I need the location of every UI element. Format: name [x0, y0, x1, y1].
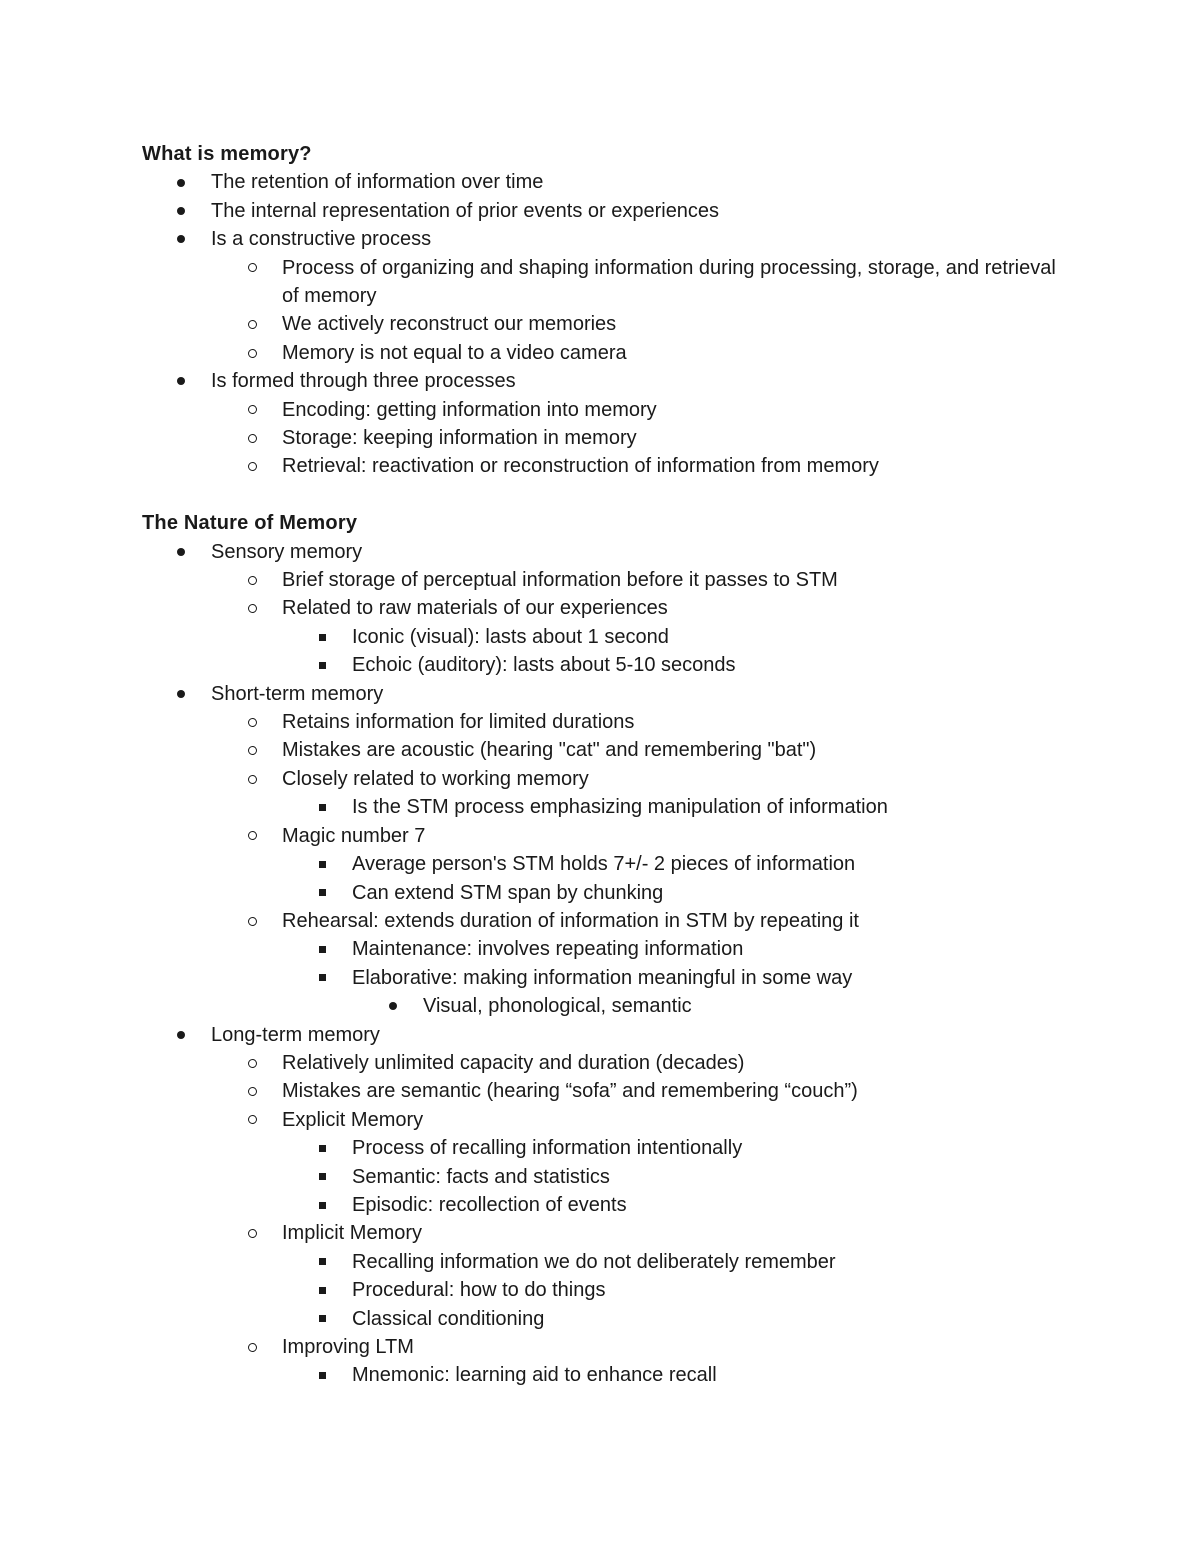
list-item-text: Episodic: recollection of events: [352, 1193, 627, 1216]
list-item-text: Brief storage of perceptual information before it passes to STM: [282, 569, 838, 592]
list-item-text: Can extend STM span by chunking: [352, 881, 664, 904]
circle-bullet-icon: [245, 424, 259, 452]
square-bullet-icon: [315, 1163, 329, 1191]
list-item: [142, 907, 1062, 935]
list-item: [142, 964, 1062, 992]
list-item-text: Maintenance: involves repeating information: [352, 938, 744, 961]
list-item: [142, 310, 1062, 338]
list-item: [142, 1333, 1062, 1361]
list-item-text: Magic number 7: [282, 824, 426, 847]
list-item-text: Closely related to working memory: [282, 767, 589, 790]
square-bullet-icon: [315, 651, 329, 679]
square-bullet-icon: [315, 850, 329, 878]
list-item-text: Is formed through three processes: [211, 370, 516, 393]
list-item: [142, 225, 1062, 253]
list-item-text: Long-term memory: [211, 1023, 380, 1046]
list-item: [142, 793, 1062, 821]
circle-bullet-icon: [245, 594, 259, 622]
circle-bullet-icon: [245, 736, 259, 764]
list-item-text: Relatively unlimited capacity and duration (decades): [282, 1051, 745, 1074]
list-item: [142, 822, 1062, 850]
circle-bullet-icon: [245, 1106, 259, 1134]
circle-bullet-icon: [245, 822, 259, 850]
list-item-text: Semantic: facts and statistics: [352, 1165, 610, 1188]
list-item: [142, 396, 1062, 424]
square-bullet-icon: [315, 623, 329, 651]
list-item-text: Average person's STM holds 7+/- 2 pieces of information: [352, 853, 856, 876]
list-item: [142, 680, 1062, 708]
list-item: [142, 1077, 1062, 1105]
section-spacer: [142, 481, 1062, 509]
list-item-text: Sensory memory: [211, 540, 363, 563]
disc-bullet-icon: [174, 538, 188, 566]
list-item: [142, 708, 1062, 736]
square-bullet-icon: [315, 1191, 329, 1219]
list-item: [142, 1276, 1062, 1304]
square-bullet-icon: [315, 1305, 329, 1333]
circle-bullet-icon: [245, 566, 259, 594]
disc-bullet-icon: [174, 680, 188, 708]
list-item-text: Rehearsal: extends duration of information in STM by repeating it: [282, 909, 859, 932]
list-item: [142, 168, 1062, 196]
list-item: [142, 424, 1062, 452]
circle-bullet-icon: [245, 1077, 259, 1105]
square-bullet-icon: [315, 1248, 329, 1276]
list-item: [142, 623, 1062, 651]
list-item: [142, 850, 1062, 878]
list-item-text: Short-term memory: [211, 682, 384, 705]
list-item: [142, 1134, 1062, 1162]
disc-bullet-icon: [174, 1021, 188, 1049]
list-item-text: Improving LTM: [282, 1336, 414, 1359]
list-item: [142, 452, 1062, 480]
circle-bullet-icon: [245, 765, 259, 793]
section-heading: The Nature of Memory: [142, 512, 358, 535]
circle-bullet-icon: [245, 907, 259, 935]
disc-bullet-icon: [174, 197, 188, 225]
list-item: [142, 935, 1062, 963]
disc-bullet-icon: [174, 367, 188, 395]
list-item: [142, 197, 1062, 225]
list-item: [142, 339, 1062, 367]
list-item: [142, 992, 1062, 1020]
list-item: [142, 1163, 1062, 1191]
list-item-text: The retention of information over time: [211, 171, 544, 194]
list-item-text: Explicit Memory: [282, 1108, 424, 1131]
list-item: [142, 1361, 1062, 1389]
list-item-text: Is a constructive process: [211, 228, 432, 251]
circle-bullet-icon: [245, 1049, 259, 1077]
list-item-text: Mistakes are acoustic (hearing "cat" and remembering "bat"): [282, 739, 817, 762]
list-item-text: Process of recalling information intentionally: [352, 1137, 743, 1160]
list-item-text: Mistakes are semantic (hearing “sofa” and remembering “couch”): [282, 1080, 858, 1103]
list-item: [142, 1049, 1062, 1077]
square-bullet-icon: [315, 1361, 329, 1389]
disc-bullet-icon: [174, 225, 188, 253]
list-item-text: Is the STM process emphasizing manipulation of information: [352, 796, 888, 819]
square-bullet-icon: [315, 935, 329, 963]
circle-bullet-icon: [245, 310, 259, 338]
list-item-text: Storage: keeping information in memory: [282, 427, 637, 450]
list-item-text: Visual, phonological, semantic: [423, 995, 692, 1018]
list-item-text: Procedural: how to do things: [352, 1279, 606, 1302]
list-item: [142, 1219, 1062, 1247]
circle-bullet-icon: [245, 1333, 259, 1361]
list-item: [142, 651, 1062, 679]
list-item: [142, 736, 1062, 764]
list-item: [142, 594, 1062, 622]
list-item-text: Iconic (visual): lasts about 1 second: [352, 625, 669, 648]
list-item-text: Retrieval: reactivation or reconstruction of information from memory: [282, 455, 879, 478]
list-item: [142, 1305, 1062, 1333]
document-body: [142, 140, 1062, 1390]
list-item: [142, 1191, 1062, 1219]
list-item-text: Echoic (auditory): lasts about 5-10 seconds: [352, 654, 736, 677]
list-item-text: Memory is not equal to a video camera: [282, 341, 627, 364]
square-bullet-icon: [315, 793, 329, 821]
list-item-text: Process of organizing and shaping information during processing, storage, and retrieval of memory: [282, 256, 1056, 308]
list-item-text: Implicit Memory: [282, 1222, 423, 1245]
list-item: [142, 765, 1062, 793]
list-item: [142, 879, 1062, 907]
list-item-text: Recalling information we do not deliberately remember: [352, 1250, 836, 1273]
circle-bullet-icon: [245, 339, 259, 367]
square-bullet-icon: [315, 964, 329, 992]
list-item-text: Encoding: getting information into memory: [282, 398, 657, 421]
square-bullet-icon: [315, 1276, 329, 1304]
list-item: [142, 566, 1062, 594]
list-item: [142, 254, 1062, 311]
circle-bullet-icon: [245, 254, 259, 282]
list-item: [142, 367, 1062, 395]
list-item: [142, 1106, 1062, 1134]
list-item-text: Mnemonic: learning aid to enhance recall: [352, 1364, 717, 1387]
list-item-text: The internal representation of prior events or experiences: [211, 199, 720, 222]
list-item-text: Classical conditioning: [352, 1307, 545, 1330]
list-item: [142, 1021, 1062, 1049]
list-item-text: Related to raw materials of our experiences: [282, 597, 668, 620]
disc-bullet-icon: [386, 992, 400, 1020]
section-heading: What is memory?: [142, 143, 312, 165]
circle-bullet-icon: [245, 396, 259, 424]
circle-bullet-icon: [245, 452, 259, 480]
circle-bullet-icon: [245, 708, 259, 736]
list-item: [142, 1248, 1062, 1276]
square-bullet-icon: [315, 1134, 329, 1162]
list-item-text: Retains information for limited durations: [282, 711, 635, 734]
disc-bullet-icon: [174, 168, 188, 196]
square-bullet-icon: [315, 879, 329, 907]
circle-bullet-icon: [245, 1219, 259, 1247]
list-item-text: We actively reconstruct our memories: [282, 313, 617, 336]
list-item: [142, 538, 1062, 566]
list-item-text: Elaborative: making information meaningful in some way: [352, 966, 853, 989]
